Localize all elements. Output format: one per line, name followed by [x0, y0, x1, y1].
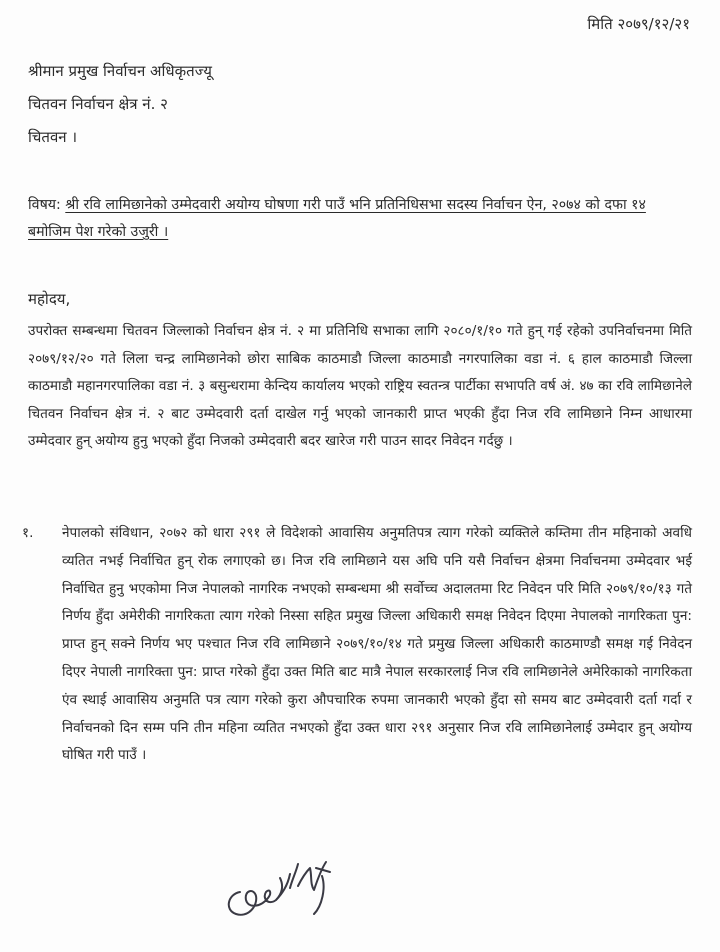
- recipient-office: चितवन निर्वाचन क्षेत्र नं. २: [28, 95, 168, 113]
- subject-label: विषय:: [28, 197, 61, 213]
- numbered-point: [22, 520, 692, 770]
- recipient-title: श्रीमान प्रमुख निर्वाचन अधिकृतज्यू: [28, 62, 212, 80]
- signature-icon: [218, 848, 358, 928]
- subject-line: [28, 192, 688, 246]
- point-text: नेपालको संविधान, २०७२ को धारा २९१ ले विदेशको आवासिय अनुमतिपत्र त्याग गरेको व्यक्तिले कम्तिमा तीन महिनाको अवधि व्यतित नभई निर्वाचित हुन् रोक लगाएको छ। निज रवि लामिछाने यस अघि पनि यसै निर्वाचन क्षेत्रमा निर्वाचनमा उम्मेदवार भई निर्वाचित हुनु भएकोमा निज नेपालको नागरिक नभएको सम्बन्धमा श्री सर्वोच्च अदालतमा रिट निवेदन परि मिति २०७९/१०/१३ गते निर्णय हुँदा अमेरीकी नागरिकता त्याग गरेको निस्सा सहित प्रमुख जिल्ला अधिकारी समक्ष निवेदन दिएमा नेपालको नागरिकता पुन: प्राप्त हुन् सक्ने निर्णय भए पश्चात निज रवि लामिछाने २०७९/१०/१४ गते प्रमुख जिल्ला अधिकारी काठमाण्डौ समक्ष गई निवेदन दिएर नेपाली नागरिक्ता पुन: प्राप्त गरेको हुँदा उक्त मिति बाट मात्रै नेपाल सरकारलाई निज रवि लामिछानेले अमेरिकाको नागरिकता एंव स्थाई आवासिय अनुमति पत्र त्याग गरेको कुरा औपचारिक रुपमा जानकारी भएको हुँदा सो समय बाट उम्मेदवारी दर्ता गर्दा र निर्वाचनको दिन सम्म पनि तीन महिना व्यतित नभएको हुँदा उक्त धारा २९१ अनुसार निज रवि लामिछानेलाई उम्मेदार हुन् अयोग्य घोषित गरी पाउँ ।: [62, 525, 692, 764]
- body-paragraph: उपरोक्त सम्बन्धमा चितवन जिल्लाको निर्वाचन क्षेत्र नं. २ मा प्रतिनिधि सभाका लागि २०८०/१/१० गते हुन् गई रहेको उपनिर्वाचनमा मिति २०७९/१२/२० गते लिला चन्द्र लामिछानेको छोरा साबिक काठमाडौ जिल्ला काठमाडौ नगरपालिका वडा नं. ६ हाल काठमाडौ जिल्ला काठमाडौ महानगरपालिका वडा नं. ३ बसुन्धरामा केन्दिय कार्यालय भएको राष्ट्रिय स्वतन्त्र पार्टीका सभापति वर्ष अं. ४७ का रवि लामिछानेले चितवन निर्वाचन क्षेत्र नं. २ बाट उम्मेदवारी दर्ता दाखेल गर्नु भएको जानकारी प्राप्त भएकी हुँदा निज रवि लामिछाने निम्न आधारमा उम्मेदवार हुन् अयोग्य हुनु भएको हुँदा निजको उम्मेदवारी बदर खारेज गरी पाउन सादर निवेदन गर्दछु ।: [28, 323, 692, 449]
- salutation: महोदय,: [28, 290, 71, 308]
- letter-date: मिति २०७९/१२/२१: [587, 15, 690, 33]
- point-number: १.: [22, 525, 34, 541]
- recipient-address: [28, 55, 212, 154]
- subject-text: श्री रवि लामिछानेको उम्मेदवारी अयोग्य घोषणा गरी पाउँ भनि प्रतिनिधिसभा सदस्य निर्वाचन ऐन, २०७४ को दफा १४ बमोजिम पेश गरेको उजुरी ।: [28, 197, 646, 240]
- recipient-location: चितवन ।: [28, 128, 78, 146]
